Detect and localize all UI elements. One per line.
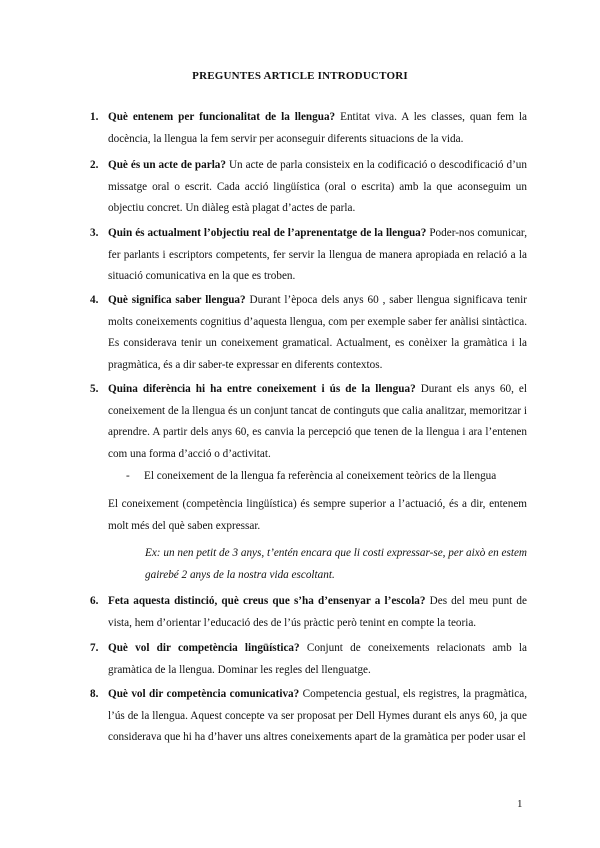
item-number: 4. <box>90 294 99 306</box>
item-number: 6. <box>90 595 99 607</box>
answer-text: Poder-nos comunicar, fer parlants i escriptors competents, fer servir la llengua de manera apropiada en relació a la situació comunicativa en la que es troben. <box>108 227 527 282</box>
bullet-dash: - <box>126 470 130 482</box>
question-item-1 <box>90 107 527 150</box>
paragraph: El coneixement (competència lingüística) és sempre superior a l’actuació, és a dir, entenem molt més del què saben expressar. <box>108 498 527 532</box>
question-text: Feta aquesta distinció, què creus que s’ha d’ensenyar a l’escola? <box>108 595 426 607</box>
item-number: 5. <box>90 383 99 395</box>
question-text: Què és un acte de parla? <box>108 159 226 171</box>
question-item-4 <box>90 290 527 376</box>
question-text: Què vol dir competència comunicativa? <box>108 688 300 700</box>
bullet-point <box>126 466 527 488</box>
page-number: 1 <box>517 798 523 810</box>
question-item-6 <box>90 591 527 634</box>
question-item-3 <box>90 223 527 288</box>
item-number: 1. <box>90 111 99 123</box>
example-text: Ex: un nen petit de 3 anys, t’entén encara que li costi expressar-se, per això en estem gairebé 2 anys de la nostra vida escoltant. <box>145 547 527 581</box>
answer-text: Conjunt de coneixements relacionats amb la gramàtica de la llengua. Dominar les regles del llenguatge. <box>108 642 527 676</box>
answer-text: Entitat viva. A les classes, quan fem la docència, la llengua la fem servir per aconseguir diferents situacions de la vida. <box>108 111 528 145</box>
question-item-5 <box>90 379 527 465</box>
item-number: 3. <box>90 227 99 239</box>
question-item-7 <box>90 638 527 681</box>
answer-text: Des del meu punt de vista, hem d’orientar l’educació des de l’ús pràctic però tenint en compte la teoria. <box>108 595 527 629</box>
document-title: PREGUNTES ARTICLE INTRODUCTORI <box>192 70 408 82</box>
question-item-2 <box>90 155 527 220</box>
question-item-8 <box>90 684 527 749</box>
answer-text: Competencia gestual, els registres, la pragmàtica, l’ús de la llengua. Aquest concepte va ser proposat per Dell Hymes durant els anys 60, ja que considerava que hi ha d’haver uns altres coneixements apart de la gramàtica per poder usar el <box>108 688 528 743</box>
item-number: 7. <box>90 642 99 654</box>
answer-text: Durant l’època dels anys 60 , saber llengua significava tenir molts coneixements cognitius d’aquesta llengua, com per exemple saber fer anàlisi sintàctica. Es considerava tenir un coneixement gramatical. Actualment, es conèixer la gramàtica i la pragmàtica, és a dir saber-te expressar en diferents contextos. <box>108 294 527 371</box>
question-text: Quin és actualment l’objectiu real de l’aprenentatge de la llengua? <box>108 227 427 239</box>
question-text: Què significa saber llengua? <box>108 294 246 306</box>
question-text: Què vol dir competència lingüística? <box>108 642 300 654</box>
answer-text: Durant els anys 60, el coneixement de la llengua és un conjunt tancat de continguts que calia analitzar, memoritzar i aprendre. A partir dels anys 60, es canvia la percepció que tenen de la llengua i ara l’entenen com una forma d’acció o d’activitat. <box>108 383 528 460</box>
item-number: 8. <box>90 688 99 700</box>
question-text: Quina diferència hi ha entre coneixement i ús de la llengua? <box>108 383 416 395</box>
question-text: Què entenem per funcionalitat de la llengua? <box>108 111 336 123</box>
bullet-text: El coneixement de la llengua fa referència al coneixement teòrics de la llengua <box>144 470 497 482</box>
item-number: 2. <box>90 159 99 171</box>
answer-text: Un acte de parla consisteix en la codificació o descodificació d’un missatge oral o escrit. Cada acció lingüística (oral o escrita) amb la que aconseguim un objectiu concret. Un diàleg està plagat d’actes de parla. <box>108 159 527 214</box>
